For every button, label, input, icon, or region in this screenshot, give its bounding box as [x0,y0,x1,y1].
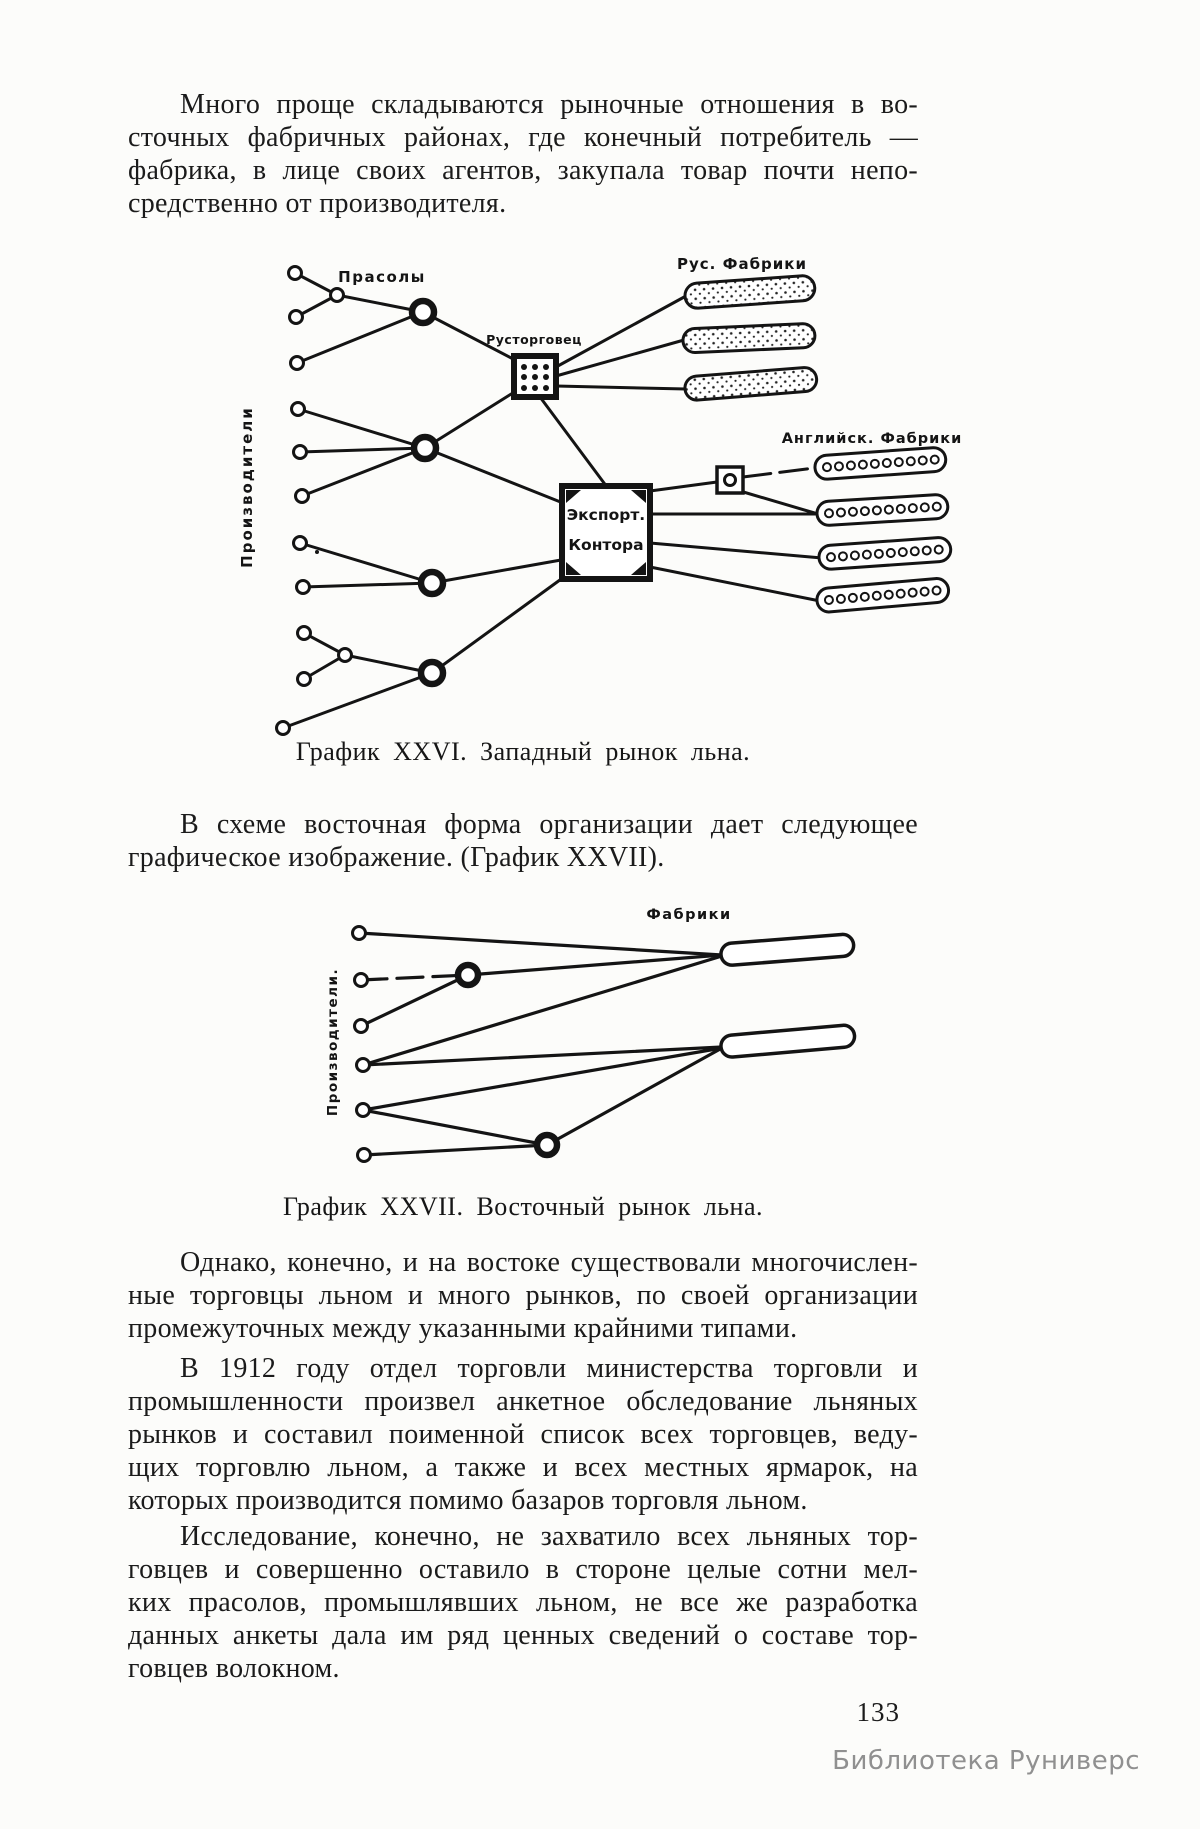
figure-27-caption: График XXVII. Восточный рынок льна. [282,1192,764,1221]
figure-26-diagram [238,225,963,737]
fig27-factory-pills [720,934,855,1058]
text-line: промышленности произвел анкетное обследование льняных [128,1386,918,1417]
text-line: говцев волокном. [128,1653,340,1684]
paragraph-4 [128,1352,918,1517]
text-line: фабрика, в лице своих агентов, закупала товар почти непо- [128,155,918,186]
fig26-agent-node [717,467,743,493]
fig26-rus-trader-label: Русторговец [486,332,582,347]
figure-26-caption: График XXVI. Западный рынок льна. [295,737,751,766]
library-watermark: Библиотека Руниверс [832,1746,1140,1776]
text-line: средственно от производителя. [128,188,507,219]
text-line: говцев и совершенно оставило в стороне целые сотни мел- [128,1554,918,1585]
text-line: промежуточных между указанными крайними типами. [128,1313,798,1344]
text-line: Исследование, конечно, не захватило всех льняных тор- [180,1521,918,1552]
fig26-rus-factories-label: Рус. Фабрики [677,255,807,273]
fig27-edges [359,933,722,1155]
text-line: Много проще складываются рыночные отношения в во- [180,89,918,120]
paragraph-3 [128,1246,918,1345]
fig26-english-factory-pills [814,447,951,613]
paragraph-1 [128,88,918,220]
fig26-producer-nodes [277,267,352,735]
text-line: которых производится помимо базаров торговля льном. [128,1485,808,1516]
fig26-export-office-label-line1: Экспорт. [566,506,646,524]
text-line: данных анкеты дала им ряд ценных сведений о составе тор- [128,1620,918,1651]
fig26-rus-factory-pills [682,275,817,401]
text-line: рынков и составил поименной список всех торговцев, веду- [128,1419,918,1450]
text-line: графическое изображение. (График XXVII). [128,842,665,873]
fig26-rus-trader-node [514,356,556,397]
fig26-prasol-nodes [412,301,443,684]
text-line: щих торговлю льном, а также и всех местных ярмарок, на [128,1452,918,1483]
paragraph-5 [128,1520,918,1685]
text-line: ких прасолов, промышлявших льном, не все же разработка [128,1587,918,1618]
text-line: Однако, конечно, и на востоке существовали многочислен- [180,1247,918,1278]
fig26-producers-label: Производители [238,406,256,568]
fig26-export-office-box [562,486,650,579]
figure-27-diagram [300,895,870,1190]
text-line: В 1912 году отдел торговли министерства торговли и [180,1353,918,1384]
fig27-producer-nodes [353,927,371,1162]
fig26-prasols-label: Прасолы [338,268,426,286]
page-number: 133 [856,1697,900,1727]
text-line: В схеме восточная форма организации дает следующее [180,809,918,840]
paragraph-2 [128,808,918,874]
text-line: ные торговцы льном и много рынков, по своей организации [128,1280,918,1311]
fig27-factories-label: Фабрики [646,907,732,923]
fig27-producers-label: Производители. [325,967,341,1117]
fig26-english-factories-label: Английск. Фабрики [781,431,963,447]
fig26-export-office-label-line2: Контора [568,536,644,554]
text-line: сточных фабричных районах, где конечный потребитель — [128,122,918,153]
